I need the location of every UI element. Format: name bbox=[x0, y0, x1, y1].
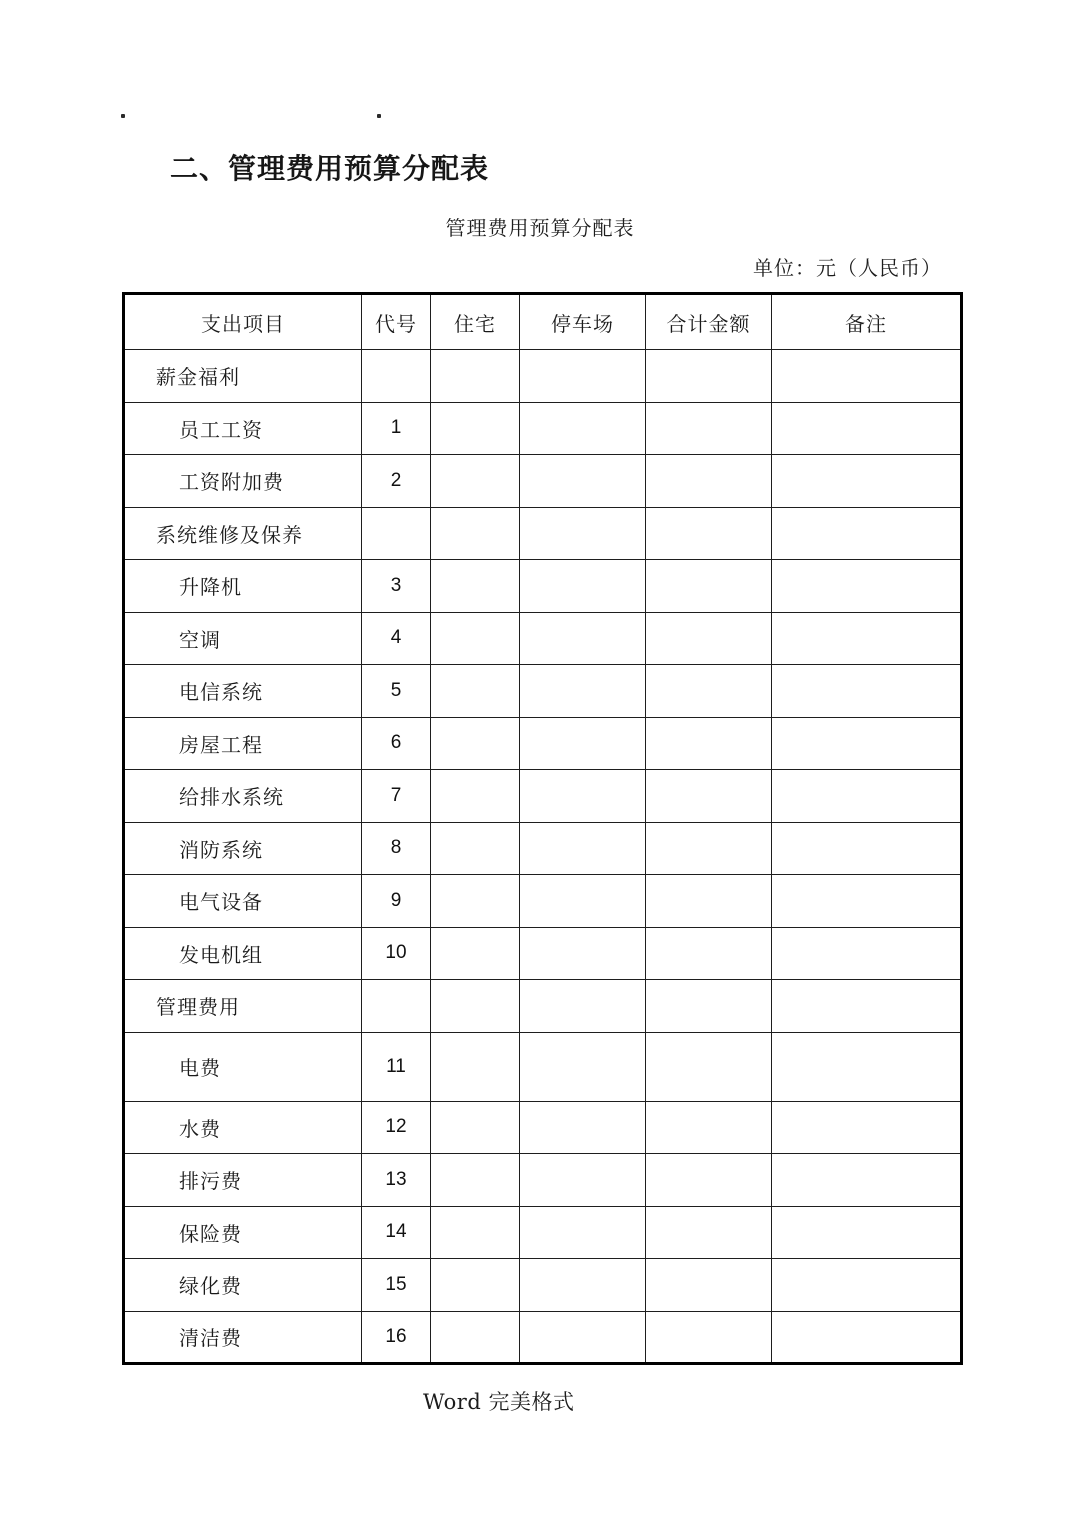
residential-cell bbox=[431, 927, 520, 980]
remark-cell bbox=[772, 770, 962, 823]
parking-cell bbox=[520, 402, 646, 455]
column-header-remark: 备注 bbox=[772, 294, 962, 350]
code-cell: 13 bbox=[362, 1154, 431, 1207]
code-cell: 7 bbox=[362, 770, 431, 823]
residential-cell bbox=[431, 665, 520, 718]
residential-cell bbox=[431, 455, 520, 508]
remark-cell bbox=[772, 1311, 962, 1364]
stray-dot bbox=[121, 114, 125, 118]
table-row bbox=[124, 612, 962, 665]
total-cell bbox=[646, 1101, 772, 1154]
section-heading: 二、管理费用预算分配表 bbox=[170, 152, 490, 185]
unit-label: 单位：元（人民币） bbox=[753, 256, 942, 280]
table-row bbox=[124, 507, 962, 560]
column-header-parking: 停车场 bbox=[520, 294, 646, 350]
expense-item-cell: 员工工资 bbox=[124, 402, 362, 455]
code-cell: 5 bbox=[362, 665, 431, 718]
residential-cell bbox=[431, 770, 520, 823]
expense-item-cell: 给排水系统 bbox=[124, 770, 362, 823]
budget-table bbox=[122, 292, 963, 1365]
expense-item-cell: 电气设备 bbox=[124, 875, 362, 928]
expense-item-cell: 清洁费 bbox=[124, 1311, 362, 1364]
parking-cell bbox=[520, 1101, 646, 1154]
expense-item-cell: 水费 bbox=[124, 1101, 362, 1154]
table-row bbox=[124, 822, 962, 875]
total-cell bbox=[646, 1206, 772, 1259]
expense-item-cell: 房屋工程 bbox=[124, 717, 362, 770]
table-row bbox=[124, 770, 962, 823]
code-cell: 1 bbox=[362, 402, 431, 455]
total-cell bbox=[646, 980, 772, 1033]
table-row bbox=[124, 455, 962, 508]
parking-cell bbox=[520, 507, 646, 560]
total-cell bbox=[646, 1032, 772, 1101]
code-cell bbox=[362, 507, 431, 560]
expense-item-cell: 工资附加费 bbox=[124, 455, 362, 508]
expense-item-cell: 管理费用 bbox=[124, 980, 362, 1033]
expense-item-cell: 保险费 bbox=[124, 1206, 362, 1259]
residential-cell bbox=[431, 1154, 520, 1207]
remark-cell bbox=[772, 1206, 962, 1259]
parking-cell bbox=[520, 1259, 646, 1312]
remark-cell bbox=[772, 927, 962, 980]
parking-cell bbox=[520, 822, 646, 875]
table-row bbox=[124, 875, 962, 928]
residential-cell bbox=[431, 980, 520, 1033]
total-cell bbox=[646, 1154, 772, 1207]
table-row bbox=[124, 1259, 962, 1312]
table-row bbox=[124, 717, 962, 770]
remark-cell bbox=[772, 612, 962, 665]
expense-item-cell: 排污费 bbox=[124, 1154, 362, 1207]
stray-dot bbox=[377, 114, 381, 118]
remark-cell bbox=[772, 560, 962, 613]
code-cell bbox=[362, 980, 431, 1033]
expense-item-cell: 消防系统 bbox=[124, 822, 362, 875]
expense-item-cell: 电费 bbox=[124, 1032, 362, 1101]
code-cell: 4 bbox=[362, 612, 431, 665]
total-cell bbox=[646, 612, 772, 665]
remark-cell bbox=[772, 402, 962, 455]
code-cell: 16 bbox=[362, 1311, 431, 1364]
table-row bbox=[124, 350, 962, 403]
parking-cell bbox=[520, 350, 646, 403]
remark-cell bbox=[772, 875, 962, 928]
residential-cell bbox=[431, 350, 520, 403]
remark-cell bbox=[772, 1154, 962, 1207]
code-cell: 12 bbox=[362, 1101, 431, 1154]
parking-cell bbox=[520, 980, 646, 1033]
residential-cell bbox=[431, 1101, 520, 1154]
remark-cell bbox=[772, 980, 962, 1033]
expense-item-cell: 薪金福利 bbox=[124, 350, 362, 403]
remark-cell bbox=[772, 717, 962, 770]
table-row bbox=[124, 1032, 962, 1101]
table-row bbox=[124, 1311, 962, 1364]
code-cell: 14 bbox=[362, 1206, 431, 1259]
parking-cell bbox=[520, 665, 646, 718]
residential-cell bbox=[431, 1311, 520, 1364]
total-cell bbox=[646, 560, 772, 613]
total-cell bbox=[646, 822, 772, 875]
total-cell bbox=[646, 455, 772, 508]
total-cell bbox=[646, 717, 772, 770]
residential-cell bbox=[431, 402, 520, 455]
code-cell: 11 bbox=[362, 1032, 431, 1101]
remark-cell bbox=[772, 1032, 962, 1101]
total-cell bbox=[646, 875, 772, 928]
code-cell: 8 bbox=[362, 822, 431, 875]
total-cell bbox=[646, 350, 772, 403]
table-row bbox=[124, 665, 962, 718]
total-cell bbox=[646, 507, 772, 560]
total-cell bbox=[646, 927, 772, 980]
expense-item-cell: 绿化费 bbox=[124, 1259, 362, 1312]
residential-cell bbox=[431, 612, 520, 665]
parking-cell bbox=[520, 875, 646, 928]
column-header-total: 合计金额 bbox=[646, 294, 772, 350]
residential-cell bbox=[431, 1032, 520, 1101]
parking-cell bbox=[520, 717, 646, 770]
remark-cell bbox=[772, 1259, 962, 1312]
residential-cell bbox=[431, 560, 520, 613]
residential-cell bbox=[431, 822, 520, 875]
remark-cell bbox=[772, 1101, 962, 1154]
table-title: 管理费用预算分配表 bbox=[445, 216, 635, 240]
parking-cell bbox=[520, 927, 646, 980]
expense-item-cell: 发电机组 bbox=[124, 927, 362, 980]
parking-cell bbox=[520, 1206, 646, 1259]
residential-cell bbox=[431, 1206, 520, 1259]
total-cell bbox=[646, 665, 772, 718]
remark-cell bbox=[772, 665, 962, 718]
footer-watermark: Word 完美格式 bbox=[423, 1390, 575, 1414]
total-cell bbox=[646, 1259, 772, 1312]
table-row bbox=[124, 402, 962, 455]
parking-cell bbox=[520, 1154, 646, 1207]
table-row bbox=[124, 560, 962, 613]
expense-item-cell: 电信系统 bbox=[124, 665, 362, 718]
residential-cell bbox=[431, 507, 520, 560]
residential-cell bbox=[431, 875, 520, 928]
code-cell: 9 bbox=[362, 875, 431, 928]
parking-cell bbox=[520, 560, 646, 613]
parking-cell bbox=[520, 770, 646, 823]
column-header-code: 代号 bbox=[362, 294, 431, 350]
code-cell: 3 bbox=[362, 560, 431, 613]
total-cell bbox=[646, 402, 772, 455]
expense-item-cell: 空调 bbox=[124, 612, 362, 665]
total-cell bbox=[646, 770, 772, 823]
parking-cell bbox=[520, 1311, 646, 1364]
expense-item-cell: 系统维修及保养 bbox=[124, 507, 362, 560]
code-cell: 10 bbox=[362, 927, 431, 980]
remark-cell bbox=[772, 455, 962, 508]
parking-cell bbox=[520, 455, 646, 508]
column-header-item: 支出项目 bbox=[124, 294, 362, 350]
residential-cell bbox=[431, 1259, 520, 1312]
parking-cell bbox=[520, 612, 646, 665]
column-header-residential: 住宅 bbox=[431, 294, 520, 350]
table-row bbox=[124, 1154, 962, 1207]
code-cell: 2 bbox=[362, 455, 431, 508]
table-row bbox=[124, 1206, 962, 1259]
remark-cell bbox=[772, 822, 962, 875]
code-cell bbox=[362, 350, 431, 403]
residential-cell bbox=[431, 717, 520, 770]
code-cell: 6 bbox=[362, 717, 431, 770]
expense-item-cell: 升降机 bbox=[124, 560, 362, 613]
parking-cell bbox=[520, 1032, 646, 1101]
table-row bbox=[124, 980, 962, 1033]
remark-cell bbox=[772, 507, 962, 560]
table-row bbox=[124, 1101, 962, 1154]
total-cell bbox=[646, 1311, 772, 1364]
table-header-row bbox=[124, 294, 962, 350]
remark-cell bbox=[772, 350, 962, 403]
table-row bbox=[124, 927, 962, 980]
code-cell: 15 bbox=[362, 1259, 431, 1312]
